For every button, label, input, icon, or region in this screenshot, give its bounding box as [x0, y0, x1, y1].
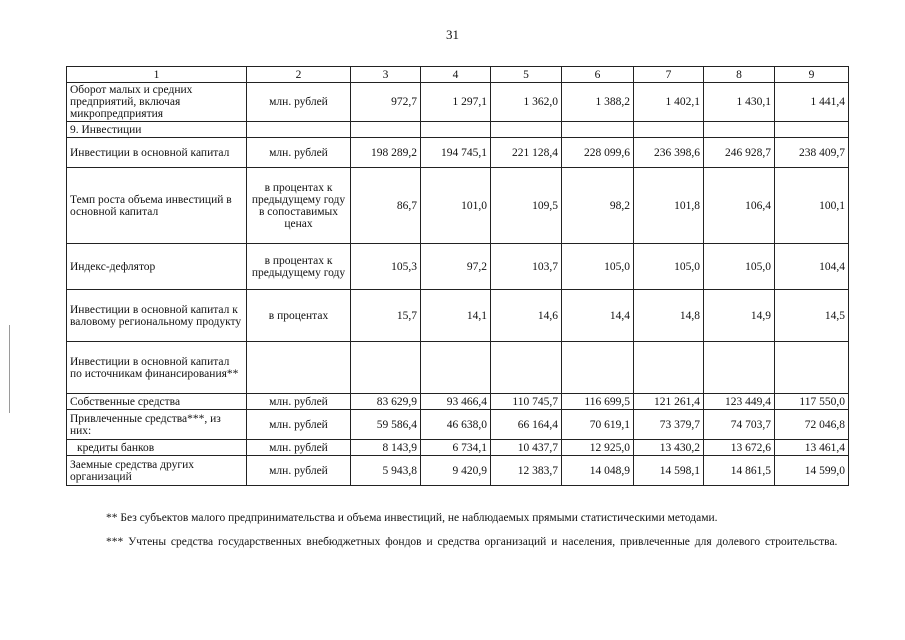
column-header: 9 [775, 67, 849, 83]
table-cell: 103,7 [491, 244, 562, 290]
table-cell: 110 745,7 [491, 394, 562, 410]
section-heading: 9. Инвестиции [67, 122, 247, 138]
table-cell: 238 409,7 [775, 138, 849, 168]
row-name: Инвестиции в основной капитал к валовому региональному продукту [67, 290, 247, 342]
table-cell: 14,6 [491, 290, 562, 342]
table-cell: 105,0 [704, 244, 775, 290]
table-cell: 194 745,1 [421, 138, 491, 168]
row-name: Инвестиции в основной капитал [67, 138, 247, 168]
table-cell: 14 599,0 [775, 456, 849, 486]
table-cell: 70 619,1 [562, 410, 634, 440]
table-row [67, 440, 849, 456]
table-cell [491, 342, 562, 394]
table-cell: 14,4 [562, 290, 634, 342]
table-cell: 1 388,2 [562, 83, 634, 122]
table-row [67, 394, 849, 410]
column-header: 4 [421, 67, 491, 83]
row-unit: млн. рублей [247, 410, 351, 440]
table-cell: 14,8 [634, 290, 704, 342]
table-row [67, 83, 849, 122]
table-cell: 101,8 [634, 168, 704, 244]
table-cell: 117 550,0 [775, 394, 849, 410]
table-cell: 121 261,4 [634, 394, 704, 410]
table-cell: 1 430,1 [704, 83, 775, 122]
table-cell: 9 420,9 [421, 456, 491, 486]
table-cell: 105,3 [351, 244, 421, 290]
row-unit: млн. рублей [247, 456, 351, 486]
table-cell: 8 143,9 [351, 440, 421, 456]
table-cell: 198 289,2 [351, 138, 421, 168]
table-cell: 5 943,8 [351, 456, 421, 486]
table-cell: 86,7 [351, 168, 421, 244]
table-cell: 59 586,4 [351, 410, 421, 440]
row-unit [247, 342, 351, 394]
table-cell: 73 379,7 [634, 410, 704, 440]
table-cell: 106,4 [704, 168, 775, 244]
table-cell: 83 629,9 [351, 394, 421, 410]
table-row [67, 342, 849, 394]
table-cell [704, 122, 775, 138]
table-cell: 1 362,0 [491, 83, 562, 122]
table-cell: 14 861,5 [704, 456, 775, 486]
table-row [67, 168, 849, 244]
table-row [67, 122, 849, 138]
table-cell [775, 122, 849, 138]
table-cell [634, 122, 704, 138]
table-cell [351, 342, 421, 394]
table-row [67, 290, 849, 342]
row-name: Заемные средства других организаций [67, 456, 247, 486]
table-cell [775, 342, 849, 394]
table-cell: 246 928,7 [704, 138, 775, 168]
column-header: 7 [634, 67, 704, 83]
page-number: 31 [446, 27, 459, 42]
row-unit: в процентах к предыдущему году в сопоставимых ценах [247, 168, 351, 244]
row-name: Темп роста объема инвестиций в основной капитал [67, 168, 247, 244]
table-cell: 46 638,0 [421, 410, 491, 440]
table-cell: 13 461,4 [775, 440, 849, 456]
table-cell: 74 703,7 [704, 410, 775, 440]
row-unit: млн. рублей [247, 440, 351, 456]
table-cell: 98,2 [562, 168, 634, 244]
table-cell [562, 122, 634, 138]
table-cell [634, 342, 704, 394]
table-cell: 105,0 [562, 244, 634, 290]
table-cell: 14,1 [421, 290, 491, 342]
table-row [67, 244, 849, 290]
table-cell: 228 099,6 [562, 138, 634, 168]
table-cell: 66 164,4 [491, 410, 562, 440]
row-name: Собственные средства [67, 394, 247, 410]
table-cell: 236 398,6 [634, 138, 704, 168]
table-cell [421, 122, 491, 138]
table-cell: 14,5 [775, 290, 849, 342]
table-cell: 123 449,4 [704, 394, 775, 410]
row-unit: млн. рублей [247, 83, 351, 122]
row-name: Инвестиции в основной капитал по источникам финансирования** [67, 342, 247, 394]
table-cell [421, 342, 491, 394]
row-unit: млн. рублей [247, 138, 351, 168]
row-unit [247, 122, 351, 138]
row-unit: в процентах к предыдущему году [247, 244, 351, 290]
table-cell: 12 383,7 [491, 456, 562, 486]
table-cell: 1 441,4 [775, 83, 849, 122]
table-cell: 93 466,4 [421, 394, 491, 410]
table-cell: 14 598,1 [634, 456, 704, 486]
table-cell: 104,4 [775, 244, 849, 290]
statistics-table [66, 66, 849, 486]
table-cell: 72 046,8 [775, 410, 849, 440]
table-cell [704, 342, 775, 394]
table-header-row [67, 67, 849, 83]
footnote-attracted-funds: *** Учтены средства государственных внебюджетных фондов и средства организаций и населения, привлеченные для долевого строительства. [106, 536, 838, 548]
table-cell [351, 122, 421, 138]
table-cell: 97,2 [421, 244, 491, 290]
table-cell: 12 925,0 [562, 440, 634, 456]
table-cell: 1 402,1 [634, 83, 704, 122]
column-header: 1 [67, 67, 247, 83]
table-cell: 14 048,9 [562, 456, 634, 486]
table-cell: 1 297,1 [421, 83, 491, 122]
table-cell: 10 437,7 [491, 440, 562, 456]
row-unit: млн. рублей [247, 394, 351, 410]
table-cell [562, 342, 634, 394]
table-cell: 13 430,2 [634, 440, 704, 456]
table-cell: 6 734,1 [421, 440, 491, 456]
row-unit: в процентах [247, 290, 351, 342]
column-header: 5 [491, 67, 562, 83]
table-cell: 221 128,4 [491, 138, 562, 168]
table-cell: 101,0 [421, 168, 491, 244]
footnote-no-small-business: ** Без субъектов малого предпринимательства и объема инвестиций, не наблюдаемых прямыми статистическими методами. [106, 512, 718, 524]
table-cell: 15,7 [351, 290, 421, 342]
row-name: Привлеченные средства***, из них: [67, 410, 247, 440]
table-row [67, 410, 849, 440]
table-cell: 105,0 [634, 244, 704, 290]
table-cell: 13 672,6 [704, 440, 775, 456]
table-cell: 116 699,5 [562, 394, 634, 410]
column-header: 3 [351, 67, 421, 83]
table-row [67, 456, 849, 486]
table-cell: 14,9 [704, 290, 775, 342]
column-header: 6 [562, 67, 634, 83]
column-header: 8 [704, 67, 775, 83]
row-name: кредиты банков [67, 440, 247, 456]
table-cell: 972,7 [351, 83, 421, 122]
margin-line [9, 325, 10, 413]
table-cell [491, 122, 562, 138]
table-row [67, 138, 849, 168]
table-cell: 109,5 [491, 168, 562, 244]
row-name: Индекс-дефлятор [67, 244, 247, 290]
table-cell: 100,1 [775, 168, 849, 244]
row-name: Оборот малых и средних предприятий, включая микропредприятия [67, 83, 247, 122]
column-header: 2 [247, 67, 351, 83]
